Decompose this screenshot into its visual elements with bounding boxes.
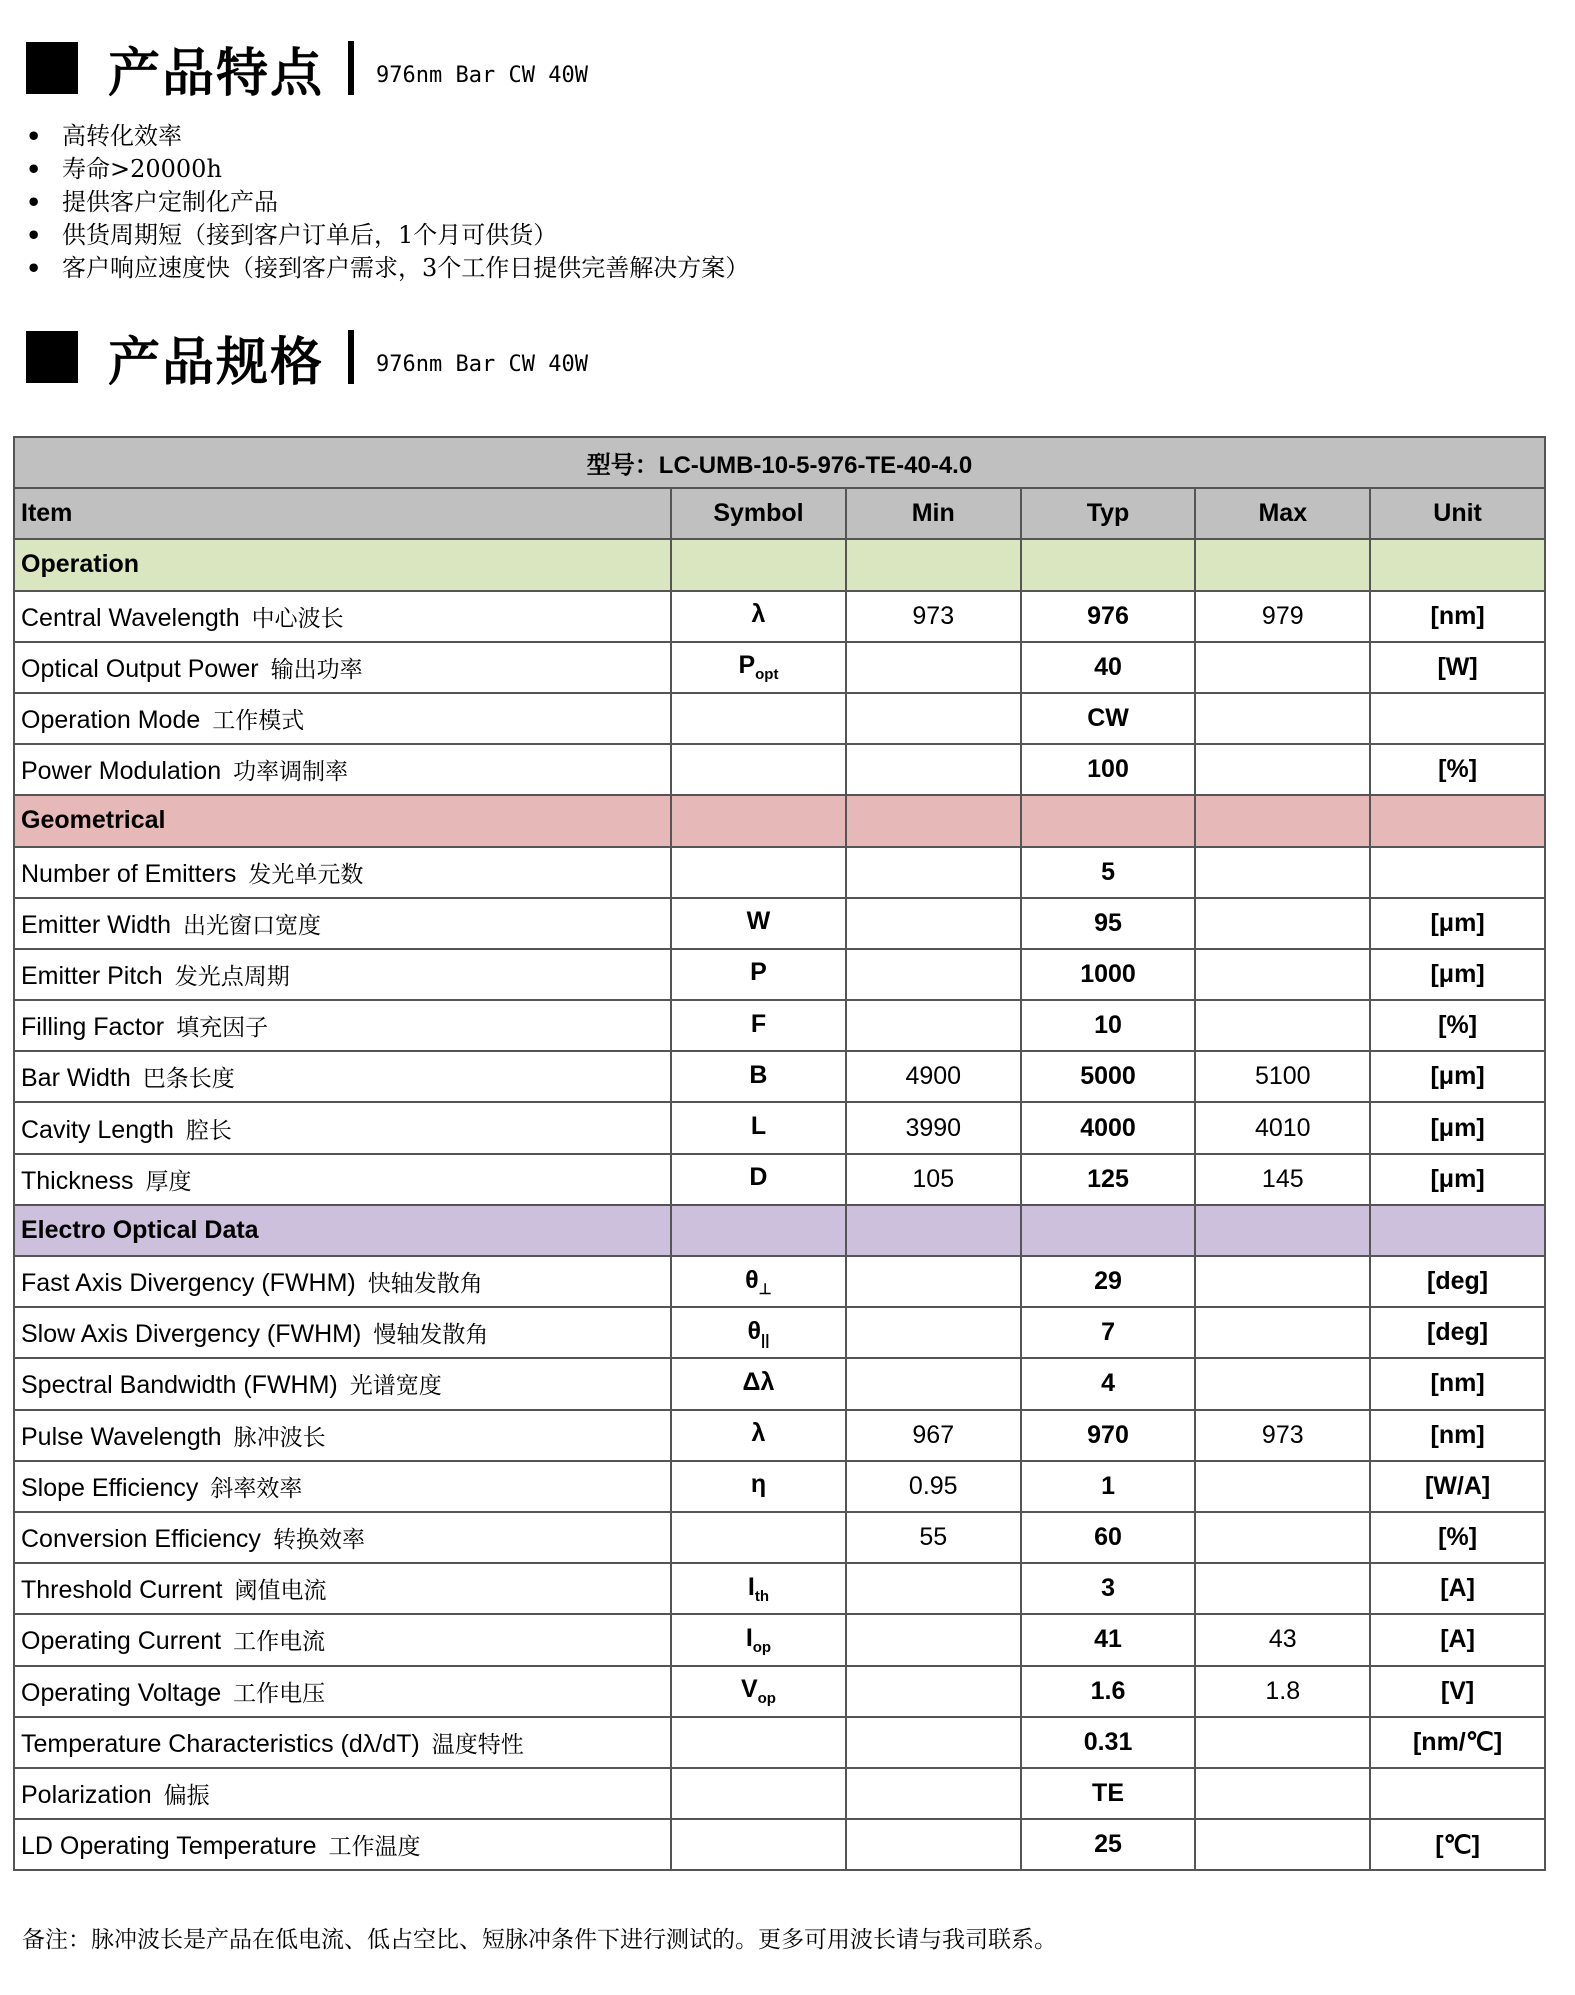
item-name-cn: 腔长: [185, 1117, 232, 1144]
group-empty-cell: [1021, 539, 1196, 590]
group-row: [14, 1205, 1545, 1256]
typ-cell: 100: [1021, 744, 1196, 795]
group-empty-cell: [671, 539, 846, 590]
unit-cell: [W/A]: [1370, 1461, 1545, 1512]
symbol-cell: [671, 1563, 846, 1614]
table-row: [14, 1614, 1545, 1665]
header-item: Item: [14, 488, 671, 539]
feature-text: 高转化效率: [62, 122, 182, 150]
feature-text: 寿命>20000h: [62, 155, 222, 183]
bullet-icon: •: [26, 254, 42, 283]
typ-cell: 1000: [1021, 949, 1196, 1000]
symbol-cell: [671, 949, 846, 1000]
min-cell: [846, 1358, 1021, 1409]
item-name-en: Operation Mode: [21, 706, 201, 735]
group-empty-cell: [1195, 539, 1370, 590]
max-cell: 4010: [1195, 1102, 1370, 1153]
table-row: [14, 1768, 1545, 1819]
item-cell: [14, 1358, 671, 1409]
item-name-cn: 巴条长度: [142, 1066, 235, 1093]
item-cell: [14, 1307, 671, 1358]
min-cell: 105: [846, 1154, 1021, 1205]
min-cell: [846, 1768, 1021, 1819]
max-cell: [1195, 1819, 1370, 1870]
symbol-subscript: op: [757, 1690, 776, 1708]
group-label: Geometrical: [14, 795, 671, 846]
section-header-specs: [26, 322, 588, 392]
symbol-cell: [671, 1512, 846, 1563]
item-cell: [14, 1614, 671, 1665]
item-cell: [14, 1819, 671, 1870]
unit-cell: [1370, 693, 1545, 744]
bullet-icon: •: [26, 188, 42, 217]
section-title: 产品规格: [108, 331, 325, 393]
unit-cell: [deg]: [1370, 1307, 1545, 1358]
item-name-en: Power Modulation: [21, 757, 222, 786]
table-row: [14, 1461, 1545, 1512]
min-cell: 55: [846, 1512, 1021, 1563]
symbol-cell: [671, 1256, 846, 1307]
min-cell: [846, 847, 1021, 898]
item-name-en: Slow Axis Divergency (FWHM): [21, 1320, 362, 1349]
symbol-cell: [671, 1614, 846, 1665]
min-cell: [846, 1819, 1021, 1870]
typ-cell: 1: [1021, 1461, 1196, 1512]
unit-cell: [%]: [1370, 1000, 1545, 1051]
item-cell: [14, 1256, 671, 1307]
feature-text: 客户响应速度快（接到客户需求，3个工作日提供完善解决方案）: [62, 254, 750, 282]
typ-cell: 4000: [1021, 1102, 1196, 1153]
table-row: [14, 591, 1545, 642]
item-name-en: Optical Output Power: [21, 654, 259, 683]
item-name-cn: 工作温度: [328, 1834, 421, 1861]
max-cell: [1195, 1512, 1370, 1563]
unit-cell: [1370, 1768, 1545, 1819]
group-empty-cell: [1370, 795, 1545, 846]
symbol-cell: [671, 1102, 846, 1153]
item-name-cn: 快轴发散角: [367, 1271, 483, 1298]
unit-cell: [℃]: [1370, 1819, 1545, 1870]
table-row: [14, 1717, 1545, 1768]
typ-cell: 40: [1021, 642, 1196, 693]
item-name-cn: 工作电压: [233, 1680, 326, 1707]
max-cell: [1195, 1358, 1370, 1409]
feature-item: [26, 120, 749, 153]
item-name-en: LD Operating Temperature: [21, 1832, 317, 1861]
typ-cell: 10: [1021, 1000, 1196, 1051]
unit-cell: [A]: [1370, 1563, 1545, 1614]
item-name-en: Threshold Current: [21, 1576, 223, 1605]
table-row: [14, 1000, 1545, 1051]
typ-cell: 125: [1021, 1154, 1196, 1205]
symbol-text: λ: [751, 1419, 766, 1448]
typ-cell: 7: [1021, 1307, 1196, 1358]
unit-cell: [%]: [1370, 1512, 1545, 1563]
item-name-en: Operating Voltage: [21, 1678, 222, 1707]
symbol-cell: [671, 1307, 846, 1358]
max-cell: [1195, 642, 1370, 693]
max-cell: [1195, 744, 1370, 795]
typ-cell: 25: [1021, 1819, 1196, 1870]
unit-cell: [V]: [1370, 1666, 1545, 1717]
header-symbol: Symbol: [671, 488, 846, 539]
max-cell: 43: [1195, 1614, 1370, 1665]
symbol-text: F: [750, 1009, 767, 1038]
header-min: Min: [846, 488, 1021, 539]
symbol-text: η: [750, 1470, 767, 1499]
typ-cell: 29: [1021, 1256, 1196, 1307]
item-name-cn: 输出功率: [270, 656, 363, 683]
feature-item: [26, 219, 749, 252]
max-cell: 145: [1195, 1154, 1370, 1205]
model-number: 型号：LC-UMB-10-5-976-TE-40-4.0: [14, 437, 1545, 488]
symbol-text: I: [747, 1572, 755, 1601]
table-row: [14, 693, 1545, 744]
symbol-cell: [671, 744, 846, 795]
group-empty-cell: [846, 1205, 1021, 1256]
unit-cell: [A]: [1370, 1614, 1545, 1665]
symbol-cell: [671, 1768, 846, 1819]
max-cell: [1195, 898, 1370, 949]
table-row: [14, 1819, 1545, 1870]
typ-cell: TE: [1021, 1768, 1196, 1819]
item-cell: [14, 898, 671, 949]
item-name-cn: 光谱宽度: [349, 1373, 442, 1400]
item-cell: [14, 1461, 671, 1512]
group-empty-cell: [1195, 1205, 1370, 1256]
header-typ: Typ: [1021, 488, 1196, 539]
item-cell: [14, 1000, 671, 1051]
feature-text: 供货周期短（接到客户订单后，1个月可供货）: [62, 221, 558, 249]
item-cell: [14, 1051, 671, 1102]
item-cell: [14, 1154, 671, 1205]
footnote: 备注：脉冲波长是产品在低电流、低占空比、短脉冲条件下进行测试的。更多可用波长请与我司联系。: [22, 1927, 1057, 1953]
item-name-en: Central Wavelength: [21, 603, 240, 632]
item-name-cn: 偏振: [163, 1782, 210, 1809]
symbol-cell: [671, 898, 846, 949]
item-name-cn: 工作电流: [233, 1629, 326, 1656]
unit-cell: [nm]: [1370, 591, 1545, 642]
group-empty-cell: [1370, 1205, 1545, 1256]
item-name-en: Slope Efficiency: [21, 1473, 199, 1502]
max-cell: [1195, 1461, 1370, 1512]
bullet-icon: •: [26, 122, 42, 151]
typ-cell: 976: [1021, 591, 1196, 642]
symbol-cell: [671, 1410, 846, 1461]
unit-cell: [μm]: [1370, 1051, 1545, 1102]
min-cell: [846, 744, 1021, 795]
typ-cell: 5: [1021, 847, 1196, 898]
symbol-text: D: [749, 1163, 768, 1192]
symbol-text: W: [746, 907, 771, 936]
table-row: [14, 1358, 1545, 1409]
min-cell: 3990: [846, 1102, 1021, 1153]
group-label: Electro Optical Data: [14, 1205, 671, 1256]
feature-item: [26, 252, 749, 285]
max-cell: 973: [1195, 1410, 1370, 1461]
symbol-text: V: [740, 1675, 758, 1704]
typ-cell: 5000: [1021, 1051, 1196, 1102]
unit-cell: [μm]: [1370, 1154, 1545, 1205]
table-row: [14, 1154, 1545, 1205]
item-cell: [14, 1410, 671, 1461]
section-divider: [348, 41, 354, 95]
item-cell: [14, 693, 671, 744]
typ-cell: CW: [1021, 693, 1196, 744]
table-row: [14, 1666, 1545, 1717]
item-name-en: Operating Current: [21, 1627, 222, 1656]
min-cell: [846, 693, 1021, 744]
item-name-en: Fast Axis Divergency (FWHM): [21, 1269, 356, 1298]
unit-cell: [nm]: [1370, 1410, 1545, 1461]
feature-text: 提供客户定制化产品: [62, 188, 278, 216]
min-cell: [846, 1000, 1021, 1051]
max-cell: 979: [1195, 591, 1370, 642]
unit-cell: [μm]: [1370, 949, 1545, 1000]
item-name-cn: 温度特性: [431, 1731, 524, 1758]
symbol-subscript: th: [754, 1587, 770, 1605]
max-cell: [1195, 847, 1370, 898]
section-divider: [348, 330, 354, 384]
item-name-en: Number of Emitters: [21, 859, 237, 888]
table-row: [14, 898, 1545, 949]
section-title: 产品特点: [108, 42, 325, 104]
symbol-cell: [671, 1051, 846, 1102]
item-name-cn: 中心波长: [251, 605, 344, 632]
item-name-cn: 慢轴发散角: [373, 1322, 489, 1349]
symbol-cell: [671, 1717, 846, 1768]
symbol-subscript: op: [752, 1638, 772, 1656]
min-cell: [846, 1666, 1021, 1717]
item-name-cn: 斜率效率: [210, 1475, 303, 1502]
group-empty-cell: [846, 539, 1021, 590]
item-name-en: Pulse Wavelength: [21, 1422, 222, 1451]
item-cell: [14, 1717, 671, 1768]
symbol-cell: [671, 1819, 846, 1870]
item-name-cn: 功率调制率: [233, 759, 349, 786]
max-cell: [1195, 1717, 1370, 1768]
item-name-cn: 发光点周期: [174, 963, 290, 990]
symbol-cell: [671, 1154, 846, 1205]
typ-cell: 4: [1021, 1358, 1196, 1409]
item-name-en: Temperature Characteristics (dλ/dT): [21, 1729, 420, 1758]
symbol-text: L: [750, 1112, 767, 1141]
max-cell: [1195, 1563, 1370, 1614]
symbol-text: I: [745, 1623, 753, 1652]
item-name-en: Spectral Bandwidth (FWHM): [21, 1371, 338, 1400]
section-subtitle: 976nm Bar CW 40W: [376, 351, 588, 377]
table-row: [14, 949, 1545, 1000]
min-cell: [846, 642, 1021, 693]
unit-cell: [%]: [1370, 744, 1545, 795]
symbol-cell: [671, 693, 846, 744]
group-empty-cell: [1021, 795, 1196, 846]
max-cell: [1195, 693, 1370, 744]
symbol-cell: [671, 1000, 846, 1051]
spec-table: [13, 436, 1546, 1871]
max-cell: [1195, 1307, 1370, 1358]
min-cell: [846, 1614, 1021, 1665]
header-unit: Unit: [1370, 488, 1545, 539]
symbol-text: θ: [747, 1316, 762, 1345]
item-cell: [14, 949, 671, 1000]
min-cell: 973: [846, 591, 1021, 642]
item-name-en: Conversion Efficiency: [21, 1525, 261, 1554]
symbol-text: θ: [745, 1265, 759, 1294]
item-name-en: Cavity Length: [21, 1115, 174, 1144]
max-cell: [1195, 949, 1370, 1000]
section-square-marker: [26, 42, 78, 94]
symbol-text: λ: [751, 600, 766, 629]
item-name-cn: 填充因子: [176, 1015, 269, 1042]
unit-cell: [deg]: [1370, 1256, 1545, 1307]
header-max: Max: [1195, 488, 1370, 539]
typ-cell: 0.31: [1021, 1717, 1196, 1768]
unit-cell: [μm]: [1370, 898, 1545, 949]
item-cell: [14, 1102, 671, 1153]
group-row: [14, 795, 1545, 846]
max-cell: 1.8: [1195, 1666, 1370, 1717]
min-cell: [846, 1717, 1021, 1768]
table-row: [14, 1410, 1545, 1461]
item-cell: [14, 591, 671, 642]
symbol-subscript: ⊥: [758, 1280, 772, 1298]
table-row: [14, 1051, 1545, 1102]
table-row: [14, 847, 1545, 898]
item-name-cn: 脉冲波长: [233, 1424, 326, 1451]
item-name-cn: 发光单元数: [248, 861, 364, 888]
group-label: Operation: [14, 539, 671, 590]
group-empty-cell: [1370, 539, 1545, 590]
symbol-cell: [671, 642, 846, 693]
table-row: [14, 1307, 1545, 1358]
min-cell: [846, 898, 1021, 949]
symbol-cell: [671, 847, 846, 898]
section-square-marker: [26, 331, 78, 383]
symbol-cell: [671, 1461, 846, 1512]
feature-item: [26, 153, 749, 186]
typ-cell: 41: [1021, 1614, 1196, 1665]
unit-cell: [nm]: [1370, 1358, 1545, 1409]
min-cell: [846, 1563, 1021, 1614]
symbol-text: P: [750, 958, 767, 987]
table-row: [14, 1256, 1545, 1307]
unit-cell: [1370, 847, 1545, 898]
max-cell: [1195, 1256, 1370, 1307]
symbol-cell: [671, 591, 846, 642]
feature-item: [26, 186, 749, 219]
min-cell: [846, 949, 1021, 1000]
table-row: [14, 1563, 1545, 1614]
symbol-cell: [671, 1358, 846, 1409]
group-empty-cell: [671, 795, 846, 846]
item-name-cn: 出光窗口宽度: [183, 912, 322, 939]
item-cell: [14, 1512, 671, 1563]
group-empty-cell: [1195, 795, 1370, 846]
min-cell: 967: [846, 1410, 1021, 1461]
item-name-cn: 阈值电流: [234, 1578, 327, 1605]
item-name-en: Polarization: [21, 1780, 152, 1809]
item-name-cn: 工作模式: [212, 708, 305, 735]
symbol-text: P: [738, 651, 756, 680]
item-name-en: Emitter Width: [21, 910, 172, 939]
item-cell: [14, 642, 671, 693]
symbol-text: Δλ: [742, 1367, 775, 1396]
item-cell: [14, 1563, 671, 1614]
item-cell: [14, 1666, 671, 1717]
symbol-subscript: opt: [755, 666, 779, 684]
section-header-features: [26, 33, 588, 103]
item-cell: [14, 847, 671, 898]
item-cell: [14, 1768, 671, 1819]
symbol-text: B: [749, 1060, 768, 1089]
table-row: [14, 1512, 1545, 1563]
feature-list: [26, 120, 749, 285]
item-name-en: Emitter Pitch: [21, 961, 163, 990]
unit-cell: [nm/℃]: [1370, 1717, 1545, 1768]
typ-cell: 970: [1021, 1410, 1196, 1461]
table-row: [14, 744, 1545, 795]
group-row: [14, 539, 1545, 590]
bullet-icon: •: [26, 155, 42, 184]
item-name-cn: 厚度: [145, 1168, 192, 1195]
item-name-en: Bar Width: [21, 1064, 131, 1093]
typ-cell: 1.6: [1021, 1666, 1196, 1717]
header-row: [14, 488, 1545, 539]
item-name-en: Filling Factor: [21, 1013, 165, 1042]
item-name-cn: 转换效率: [272, 1527, 365, 1554]
section-subtitle: 976nm Bar CW 40W: [376, 62, 588, 88]
typ-cell: 3: [1021, 1563, 1196, 1614]
min-cell: 0.95: [846, 1461, 1021, 1512]
min-cell: [846, 1307, 1021, 1358]
unit-cell: [W]: [1370, 642, 1545, 693]
symbol-subscript: ||: [761, 1331, 770, 1349]
unit-cell: [μm]: [1370, 1102, 1545, 1153]
model-row: [14, 437, 1545, 488]
symbol-cell: [671, 1666, 846, 1717]
item-name-en: Thickness: [21, 1166, 134, 1195]
group-empty-cell: [671, 1205, 846, 1256]
group-empty-cell: [1021, 1205, 1196, 1256]
min-cell: [846, 1256, 1021, 1307]
max-cell: [1195, 1000, 1370, 1051]
typ-cell: 95: [1021, 898, 1196, 949]
item-cell: [14, 744, 671, 795]
min-cell: 4900: [846, 1051, 1021, 1102]
typ-cell: 60: [1021, 1512, 1196, 1563]
bullet-icon: •: [26, 221, 42, 250]
group-empty-cell: [846, 795, 1021, 846]
table-row: [14, 1102, 1545, 1153]
max-cell: [1195, 1768, 1370, 1819]
table-row: [14, 642, 1545, 693]
max-cell: 5100: [1195, 1051, 1370, 1102]
